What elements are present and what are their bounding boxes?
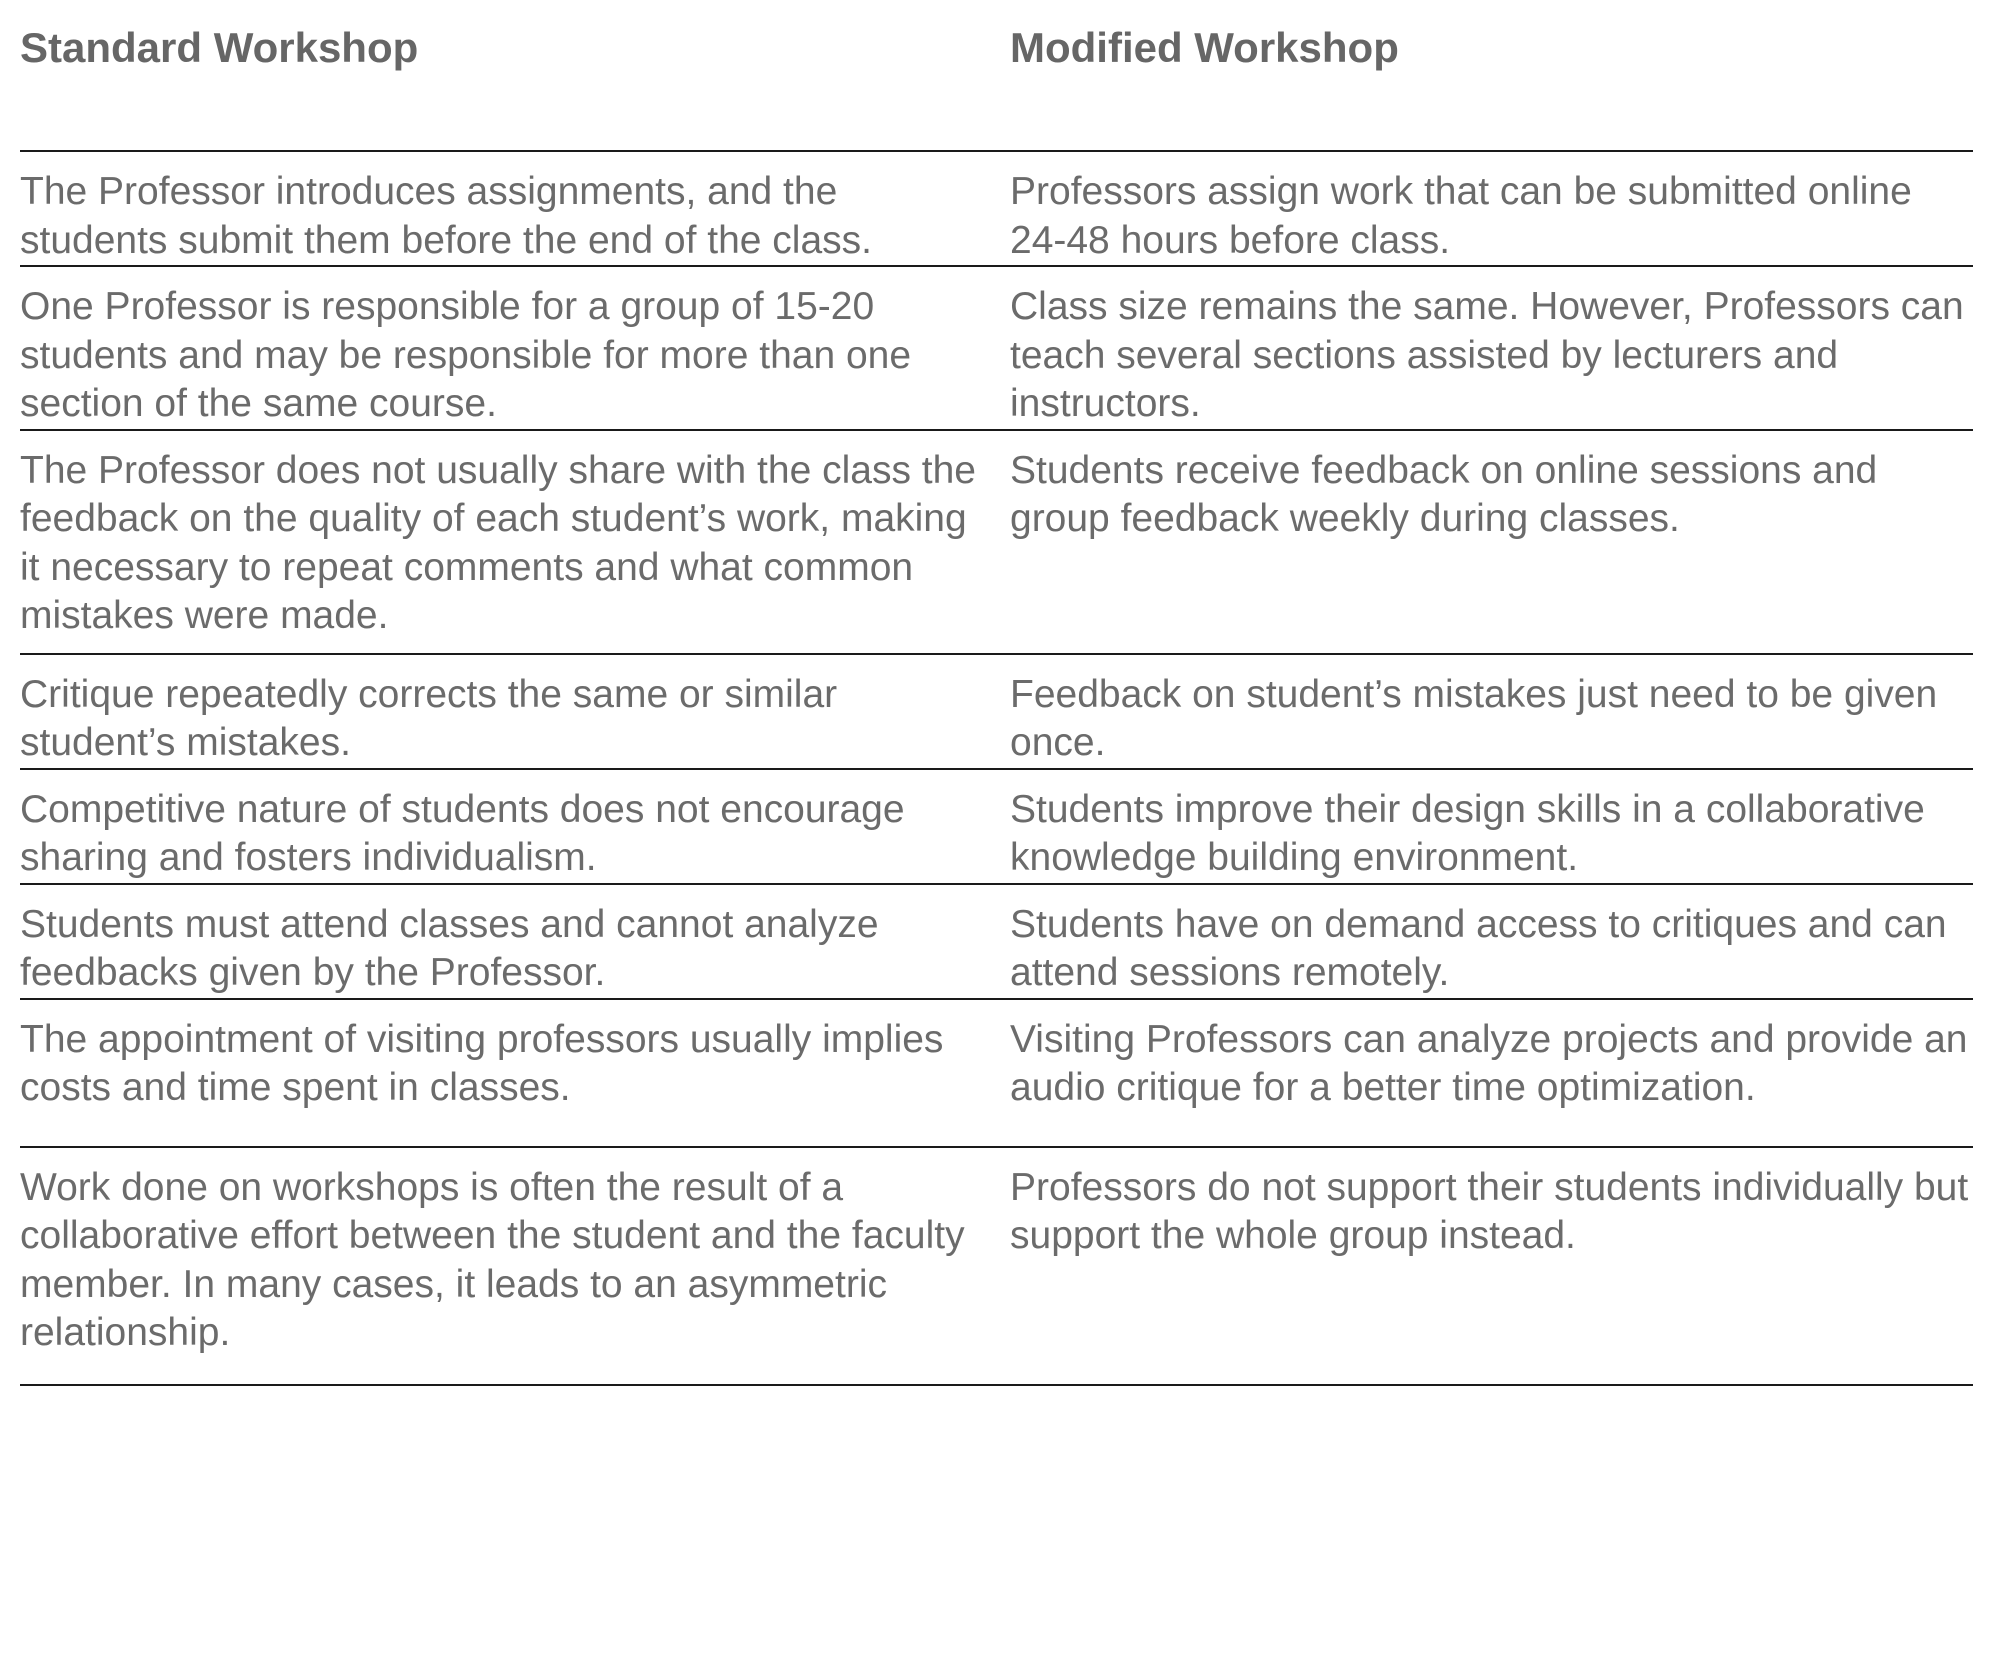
standard-text: Students must attend classes and cannot analyze feedbacks given by the Professor. bbox=[20, 902, 879, 994]
standard-cell bbox=[20, 884, 1010, 999]
modified-text: Class size remains the same. However, Professors can teach several sections assisted by lecturers and instructors. bbox=[1010, 285, 1964, 425]
standard-text: Work done on workshops is often the result of a collaborative effort between the student and the faculty member. In many cases, it leads to an asymmetric relationship. bbox=[20, 1165, 965, 1354]
modified-cell bbox=[1010, 999, 1973, 1147]
header-standard-workshop: Standard Workshop bbox=[20, 24, 419, 71]
table-row bbox=[20, 430, 1973, 654]
modified-cell bbox=[1010, 266, 1973, 430]
standard-text: The appointment of visiting professors usually implies costs and time spent in classes. bbox=[20, 1017, 944, 1109]
comparison-document bbox=[20, 0, 1973, 1386]
standard-text: Critique repeatedly corrects the same or similar student’s mistakes. bbox=[20, 672, 838, 764]
standard-cell bbox=[20, 999, 1010, 1147]
standard-cell bbox=[20, 152, 1010, 266]
table-row bbox=[20, 1147, 1973, 1385]
table-header-row bbox=[20, 0, 1973, 152]
modified-text: Feedback on student’s mistakes just need to be given once. bbox=[1010, 672, 1938, 764]
standard-text: The Professor does not usually share with the class the feedback on the quality of each student’s work, making it necessary to repeat comments and what common mistakes were made. bbox=[20, 448, 976, 637]
comparison-table bbox=[20, 152, 1973, 1386]
modified-text: Professors do not support their students individually but support the whole group instead. bbox=[1010, 1165, 1969, 1257]
standard-cell bbox=[20, 430, 1010, 654]
standard-cell bbox=[20, 1147, 1010, 1385]
modified-cell bbox=[1010, 1147, 1973, 1385]
table-row bbox=[20, 654, 1973, 769]
table-row bbox=[20, 769, 1973, 884]
modified-text: Students improve their design skills in a collaborative knowledge building environment. bbox=[1010, 787, 1925, 879]
modified-cell bbox=[1010, 884, 1973, 999]
modified-text: Students have on demand access to critiques and can attend sessions remotely. bbox=[1010, 902, 1947, 994]
modified-cell bbox=[1010, 654, 1973, 769]
standard-cell bbox=[20, 266, 1010, 430]
header-modified-workshop: Modified Workshop bbox=[1010, 24, 1399, 71]
modified-text: Professors assign work that can be submitted online 24-48 hours before class. bbox=[1010, 170, 1912, 262]
standard-text: Competitive nature of students does not encourage sharing and fosters individualism. bbox=[20, 787, 905, 879]
table-row bbox=[20, 152, 1973, 266]
standard-cell bbox=[20, 654, 1010, 769]
standard-text: The Professor introduces assignments, and the students submit them before the end of the class. bbox=[20, 170, 872, 262]
modified-text: Students receive feedback on online sessions and group feedback weekly during classes. bbox=[1010, 448, 1878, 540]
table-row bbox=[20, 884, 1973, 999]
standard-text: One Professor is responsible for a group of 15-20 students and may be responsible for more than one section of the same course. bbox=[20, 285, 912, 425]
table-row bbox=[20, 999, 1973, 1147]
modified-cell bbox=[1010, 430, 1973, 654]
modified-text: Visiting Professors can analyze projects and provide an audio critique for a better time optimization. bbox=[1010, 1017, 1968, 1109]
modified-cell bbox=[1010, 152, 1973, 266]
standard-cell bbox=[20, 769, 1010, 884]
modified-cell bbox=[1010, 769, 1973, 884]
table-row bbox=[20, 266, 1973, 430]
